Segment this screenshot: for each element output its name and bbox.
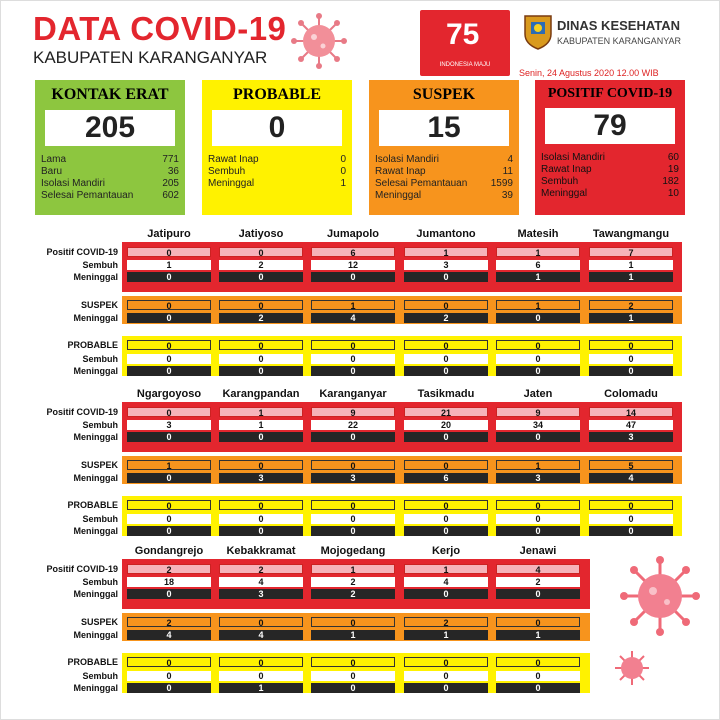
prob-meninggal-value: 0 [311, 526, 395, 536]
summary-probable [202, 80, 352, 215]
summary-row: Isolasi Mandiri 205 [41, 178, 179, 189]
label-meninggal: Meninggal [73, 683, 118, 693]
suspek-value: 0 [219, 460, 303, 470]
label-meninggal: Meninggal [73, 313, 118, 323]
sus-meninggal-value: 3 [311, 473, 395, 483]
probable-value: 0 [311, 657, 395, 667]
virus-icon [620, 556, 700, 636]
district-name: Jatipuro [147, 228, 191, 240]
district-name: Tasikmadu [417, 388, 475, 400]
summary-row: Meninggal 10 [541, 188, 679, 199]
positif-value: 14 [589, 407, 673, 417]
pos-meninggal-value: 0 [127, 272, 211, 282]
label-sembuh: Sembuh [82, 671, 118, 681]
pos-meninggal-value: 3 [589, 432, 673, 442]
sus-meninggal-value: 1 [496, 630, 580, 640]
prob-meninggal-value: 0 [496, 683, 580, 693]
district-name: Ngargoyoso [136, 388, 202, 400]
sus-meninggal-value: 1 [311, 630, 395, 640]
pos-meninggal-value: 0 [404, 272, 488, 282]
pos-sembuh-value: 4 [219, 577, 303, 587]
pos-meninggal-value: 0 [404, 589, 488, 599]
prob-meninggal-value: 0 [127, 683, 211, 693]
pos-meninggal-value: 1 [496, 272, 580, 282]
suspek-value: 1 [496, 460, 580, 470]
summary-row: Meninggal 39 [375, 190, 513, 201]
positif-value: 2 [127, 564, 211, 574]
district-name: Colomadu [604, 388, 658, 400]
suspek-value: 2 [589, 300, 673, 310]
district-name: Jaten [523, 388, 553, 400]
summary-row: Selesai Pemantauan 602 [41, 190, 179, 201]
prob-meninggal-value: 0 [219, 366, 303, 376]
suspek-value: 0 [404, 460, 488, 470]
dinas-subtitle: KABUPATEN KARANGANYAR [557, 36, 682, 46]
pos-sembuh-value: 3 [127, 420, 211, 430]
probable-value: 0 [219, 340, 303, 350]
page-subtitle: KABUPATEN KARANGANYAR [33, 48, 268, 67]
summary-row: Lama 771 [41, 154, 179, 165]
sus-meninggal-value: 3 [219, 473, 303, 483]
suspek-value: 0 [311, 617, 395, 627]
pos-meninggal-value: 0 [496, 432, 580, 442]
suspek-value: 0 [311, 460, 395, 470]
label-meninggal: Meninggal [73, 589, 118, 599]
summary-title: KONTAK ERAT [51, 86, 169, 103]
prob-sembuh-value: 0 [496, 514, 580, 524]
pos-sembuh-value: 3 [404, 260, 488, 270]
pos-meninggal-value: 0 [127, 432, 211, 442]
label-sembuh: Sembuh [82, 354, 118, 364]
probable-value: 0 [496, 340, 580, 350]
prob-sembuh-value: 0 [404, 354, 488, 364]
summary-title: SUSPEK [412, 86, 476, 103]
suspek-value: 0 [496, 617, 580, 627]
sus-meninggal-value: 1 [404, 630, 488, 640]
probable-value: 0 [404, 340, 488, 350]
label-probable: PROBABLE [67, 657, 118, 667]
positif-value: 1 [311, 564, 395, 574]
label-probable: PROBABLE [67, 340, 118, 350]
probable-value: 0 [311, 340, 395, 350]
suspek-value: 0 [219, 617, 303, 627]
sus-meninggal-value: 6 [404, 473, 488, 483]
probable-value: 0 [311, 500, 395, 510]
prob-sembuh-value: 0 [496, 354, 580, 364]
district-name: Karanganyar [319, 388, 387, 400]
sus-meninggal-value: 0 [496, 313, 580, 323]
summary-kontak-erat [35, 80, 185, 215]
summary-total: 0 [212, 110, 342, 146]
summary-row: Rawat Inap 0 [208, 154, 346, 165]
suspek-value: 0 [127, 300, 211, 310]
positif-value: 6 [311, 247, 395, 257]
logo-caption: INDONESIA MAJU [439, 62, 491, 68]
prob-meninggal-value: 0 [311, 366, 395, 376]
pos-sembuh-value: 1 [589, 260, 673, 270]
label-probable: PROBABLE [67, 500, 118, 510]
virus-icon [612, 648, 652, 688]
probable-value: 0 [127, 657, 211, 667]
district-name: Jumantono [416, 228, 476, 240]
summary-total: 79 [545, 108, 675, 144]
probable-value: 0 [496, 657, 580, 667]
district-name: Karangpandan [222, 388, 300, 400]
prob-meninggal-value: 0 [496, 526, 580, 536]
prob-meninggal-value: 0 [404, 683, 488, 693]
prob-sembuh-value: 0 [311, 671, 395, 681]
district-name: Gondangrejo [134, 545, 204, 557]
pos-sembuh-value: 20 [404, 420, 488, 430]
prob-sembuh-value: 0 [311, 354, 395, 364]
sus-meninggal-value: 1 [589, 313, 673, 323]
label-meninggal: Meninggal [73, 630, 118, 640]
district-name: Matesih [517, 228, 559, 240]
pos-meninggal-value: 2 [311, 589, 395, 599]
pos-sembuh-value: 2 [311, 577, 395, 587]
suspek-value: 0 [219, 300, 303, 310]
positif-value: 1 [404, 247, 488, 257]
prob-meninggal-value: 0 [589, 366, 673, 376]
summary-row: Sembuh 182 [541, 176, 679, 187]
suspek-value: 1 [311, 300, 395, 310]
prob-sembuh-value: 0 [127, 671, 211, 681]
prob-sembuh-value: 0 [589, 354, 673, 364]
prob-sembuh-value: 0 [127, 514, 211, 524]
pos-sembuh-value: 1 [127, 260, 211, 270]
label-meninggal: Meninggal [73, 272, 118, 282]
label-positif: Positif COVID-19 [46, 407, 118, 417]
positif-value: 1 [496, 247, 580, 257]
summary-row: Selesai Pemantauan 1599 [375, 178, 513, 189]
prob-sembuh-value: 0 [589, 514, 673, 524]
suspek-value: 0 [404, 300, 488, 310]
region-section [0, 388, 720, 552]
suspek-value: 5 [589, 460, 673, 470]
district-name: Jumapolo [327, 228, 379, 240]
sus-meninggal-value: 2 [219, 313, 303, 323]
summary-title: POSITIF COVID-19 [547, 86, 673, 101]
pos-sembuh-value: 18 [127, 577, 211, 587]
probable-value: 0 [219, 657, 303, 667]
pos-meninggal-value: 0 [127, 589, 211, 599]
prob-sembuh-value: 0 [311, 514, 395, 524]
prob-sembuh-value: 0 [219, 671, 303, 681]
prob-meninggal-value: 0 [404, 526, 488, 536]
district-name: Jenawi [519, 545, 557, 557]
summary-row: Isolasi Mandiri 4 [375, 154, 513, 165]
prob-meninggal-value: 0 [404, 366, 488, 376]
positif-value: 0 [127, 407, 211, 417]
suspek-value: 1 [127, 460, 211, 470]
summary-row: Meninggal 1 [208, 178, 346, 189]
pos-sembuh-value: 47 [589, 420, 673, 430]
summary-positif [535, 80, 685, 215]
region-section [0, 228, 720, 392]
suspek-value: 2 [127, 617, 211, 627]
prob-sembuh-value: 0 [219, 514, 303, 524]
pos-sembuh-value: 22 [311, 420, 395, 430]
pos-meninggal-value: 3 [219, 589, 303, 599]
positif-value: 1 [404, 564, 488, 574]
report-date: Senin, 24 Agustus 2020 12.00 WIB [519, 68, 659, 78]
prob-meninggal-value: 0 [127, 366, 211, 376]
pos-meninggal-value: 1 [589, 272, 673, 282]
summary-row: Rawat Inap 11 [375, 166, 513, 177]
probable-value: 0 [404, 657, 488, 667]
summary-title: PROBABLE [232, 86, 321, 103]
pos-sembuh-value: 1 [219, 420, 303, 430]
pos-meninggal-value: 0 [496, 589, 580, 599]
positif-value: 1 [219, 407, 303, 417]
label-positif: Positif COVID-19 [46, 564, 118, 574]
pos-meninggal-value: 0 [404, 432, 488, 442]
probable-value: 0 [589, 500, 673, 510]
dinas-title: DINAS KESEHATAN [557, 18, 681, 33]
prob-meninggal-value: 0 [311, 683, 395, 693]
page-title: DATA COVID-19 [33, 10, 287, 47]
pos-meninggal-value: 0 [219, 432, 303, 442]
district-name: Jatiyoso [238, 228, 284, 240]
regency-emblem-icon [523, 14, 553, 50]
summary-row: Baru 36 [41, 166, 179, 177]
prob-sembuh-value: 0 [404, 514, 488, 524]
district-name: Tawangmangu [592, 228, 670, 240]
probable-value: 0 [219, 500, 303, 510]
summary-row: Isolasi Mandiri 60 [541, 152, 679, 163]
label-sembuh: Sembuh [82, 514, 118, 524]
pos-meninggal-value: 0 [311, 432, 395, 442]
pos-sembuh-value: 12 [311, 260, 395, 270]
pos-sembuh-value: 34 [496, 420, 580, 430]
summary-row: Sembuh 0 [208, 166, 346, 177]
prob-meninggal-value: 0 [127, 526, 211, 536]
prob-meninggal-value: 0 [496, 366, 580, 376]
sus-meninggal-value: 4 [311, 313, 395, 323]
pos-sembuh-value: 4 [404, 577, 488, 587]
summary-total: 15 [379, 110, 509, 146]
summary-total: 205 [45, 110, 175, 146]
prob-sembuh-value: 0 [496, 671, 580, 681]
label-suspek: SUSPEK [80, 617, 118, 627]
pos-meninggal-value: 0 [311, 272, 395, 282]
probable-value: 0 [127, 340, 211, 350]
summary-suspek [369, 80, 519, 215]
summary-row: Rawat Inap 19 [541, 164, 679, 175]
label-meninggal: Meninggal [73, 432, 118, 442]
sus-meninggal-value: 0 [127, 473, 211, 483]
label-sembuh: Sembuh [82, 420, 118, 430]
sus-meninggal-value: 4 [127, 630, 211, 640]
prob-sembuh-value: 0 [127, 354, 211, 364]
positif-value: 7 [589, 247, 673, 257]
positif-value: 0 [127, 247, 211, 257]
district-name: Kebakkramat [226, 545, 296, 557]
pos-sembuh-value: 2 [219, 260, 303, 270]
pos-sembuh-value: 6 [496, 260, 580, 270]
logo-75 [420, 10, 510, 76]
suspek-value: 2 [404, 617, 488, 627]
label-meninggal: Meninggal [73, 366, 118, 376]
sus-meninggal-value: 2 [404, 313, 488, 323]
positif-value: 21 [404, 407, 488, 417]
probable-value: 0 [589, 340, 673, 350]
label-meninggal: Meninggal [73, 526, 118, 536]
sus-meninggal-value: 4 [219, 630, 303, 640]
district-name: Mojogedang [320, 545, 386, 557]
prob-sembuh-value: 0 [404, 671, 488, 681]
suspek-value: 1 [496, 300, 580, 310]
virus-icon [290, 12, 348, 70]
positif-value: 2 [219, 564, 303, 574]
positif-value: 9 [311, 407, 395, 417]
positif-value: 4 [496, 564, 580, 574]
positif-value: 9 [496, 407, 580, 417]
probable-value: 0 [496, 500, 580, 510]
sus-meninggal-value: 3 [496, 473, 580, 483]
district-name: Kerjo [431, 545, 461, 557]
label-suspek: SUSPEK [80, 300, 118, 310]
label-sembuh: Sembuh [82, 577, 118, 587]
sus-meninggal-value: 0 [127, 313, 211, 323]
pos-sembuh-value: 2 [496, 577, 580, 587]
positif-value: 0 [219, 247, 303, 257]
label-suspek: SUSPEK [80, 460, 118, 470]
label-sembuh: Sembuh [82, 260, 118, 270]
probable-value: 0 [404, 500, 488, 510]
prob-meninggal-value: 1 [219, 683, 303, 693]
probable-value: 0 [127, 500, 211, 510]
prob-sembuh-value: 0 [219, 354, 303, 364]
prob-meninggal-value: 0 [219, 526, 303, 536]
sus-meninggal-value: 4 [589, 473, 673, 483]
label-meninggal: Meninggal [73, 473, 118, 483]
label-positif: Positif COVID-19 [46, 247, 118, 257]
prob-meninggal-value: 0 [589, 526, 673, 536]
logo-number: 75 [446, 18, 480, 51]
pos-meninggal-value: 0 [219, 272, 303, 282]
